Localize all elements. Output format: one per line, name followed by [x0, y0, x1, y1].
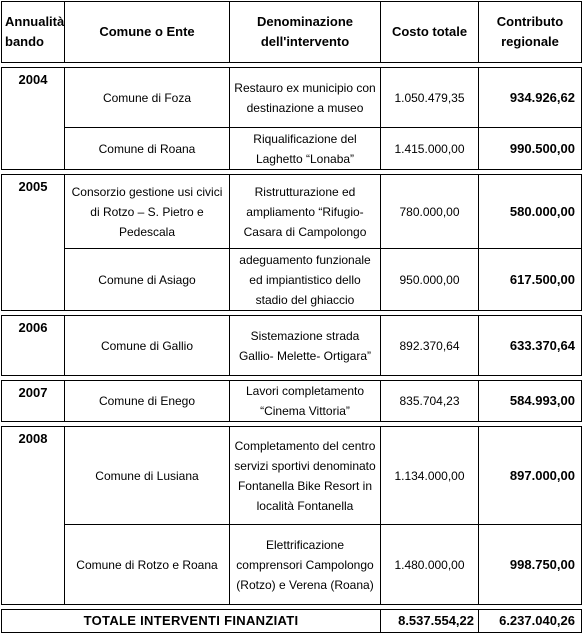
denominazione-cell: Restauro ex municipio con destinazione a museo: [230, 68, 381, 128]
contributo-cell: 934.926,62: [479, 68, 582, 128]
contributo-cell: 990.500,00: [479, 128, 582, 170]
year-cell: 2004: [2, 68, 65, 170]
denominazione-cell: Elettrificazione comprensori Campolongo (Rotzo) e Verena (Roana): [230, 525, 381, 605]
ente-cell: Comune di Roana: [65, 128, 230, 170]
table-row: [2, 316, 582, 376]
header-denominazione: Denominazione dell'intervento: [230, 2, 381, 63]
costo-cell: 892.370,64: [381, 316, 479, 376]
costo-cell: 1.050.479,35: [381, 68, 479, 128]
contributo-cell: 584.993,00: [479, 381, 582, 422]
table-row: [2, 381, 582, 422]
header-year: Annualità bando: [2, 2, 65, 63]
ente-cell: Comune di Gallio: [65, 316, 230, 376]
ente-cell: Comune di Lusiana: [65, 427, 230, 525]
header-row: [2, 2, 582, 63]
funded-interventions-table: [1, 1, 582, 633]
year-cell: 2008: [2, 427, 65, 605]
denominazione-cell: Ristrutturazione ed ampliamento “Rifugio-Casara di Campolongo: [230, 175, 381, 249]
table-row: [2, 525, 582, 605]
denominazione-cell: Completamento del centro servizi sportivi denominato Fontanella Bike Resort in località Fontanella: [230, 427, 381, 525]
contributo-cell: 897.000,00: [479, 427, 582, 525]
ente-cell: Comune di Rotzo e Roana: [65, 525, 230, 605]
year-cell: 2007: [2, 381, 65, 422]
contributo-cell: 580.000,00: [479, 175, 582, 249]
total-label: TOTALE INTERVENTI FINANZIATI: [2, 610, 381, 633]
costo-cell: 950.000,00: [381, 249, 479, 311]
total-contributo: 6.237.040,26: [479, 610, 582, 633]
table-row: [2, 427, 582, 525]
costo-cell: 1.480.000,00: [381, 525, 479, 605]
denominazione-cell: adeguamento funzionale ed impiantistico dello stadio del ghiaccio: [230, 249, 381, 311]
denominazione-cell: Lavori completamento “Cinema Vittoria”: [230, 381, 381, 422]
table-row: [2, 128, 582, 170]
table-row: [2, 175, 582, 249]
costo-cell: 835.704,23: [381, 381, 479, 422]
ente-cell: Comune di Foza: [65, 68, 230, 128]
contributo-cell: 998.750,00: [479, 525, 582, 605]
ente-cell: Consorzio gestione usi civici di Rotzo – S. Pietro e Pedescala: [65, 175, 230, 249]
ente-cell: Comune di Enego: [65, 381, 230, 422]
contributo-cell: 633.370,64: [479, 316, 582, 376]
denominazione-cell: Sistemazione strada Gallio- Melette- Ortigara”: [230, 316, 381, 376]
header-costo: Costo totale: [381, 2, 479, 63]
year-cell: 2005: [2, 175, 65, 311]
year-cell: 2006: [2, 316, 65, 376]
denominazione-cell: Riqualificazione del Laghetto “Lonaba”: [230, 128, 381, 170]
header-ente: Comune o Ente: [65, 2, 230, 63]
total-costo: 8.537.554,22: [381, 610, 479, 633]
costo-cell: 1.415.000,00: [381, 128, 479, 170]
ente-cell: Comune di Asiago: [65, 249, 230, 311]
contributo-cell: 617.500,00: [479, 249, 582, 311]
costo-cell: 780.000,00: [381, 175, 479, 249]
table-row: [2, 249, 582, 311]
costo-cell: 1.134.000,00: [381, 427, 479, 525]
table-row: [2, 68, 582, 128]
total-row: [2, 610, 582, 633]
header-contributo: Contributo regionale: [479, 2, 582, 63]
